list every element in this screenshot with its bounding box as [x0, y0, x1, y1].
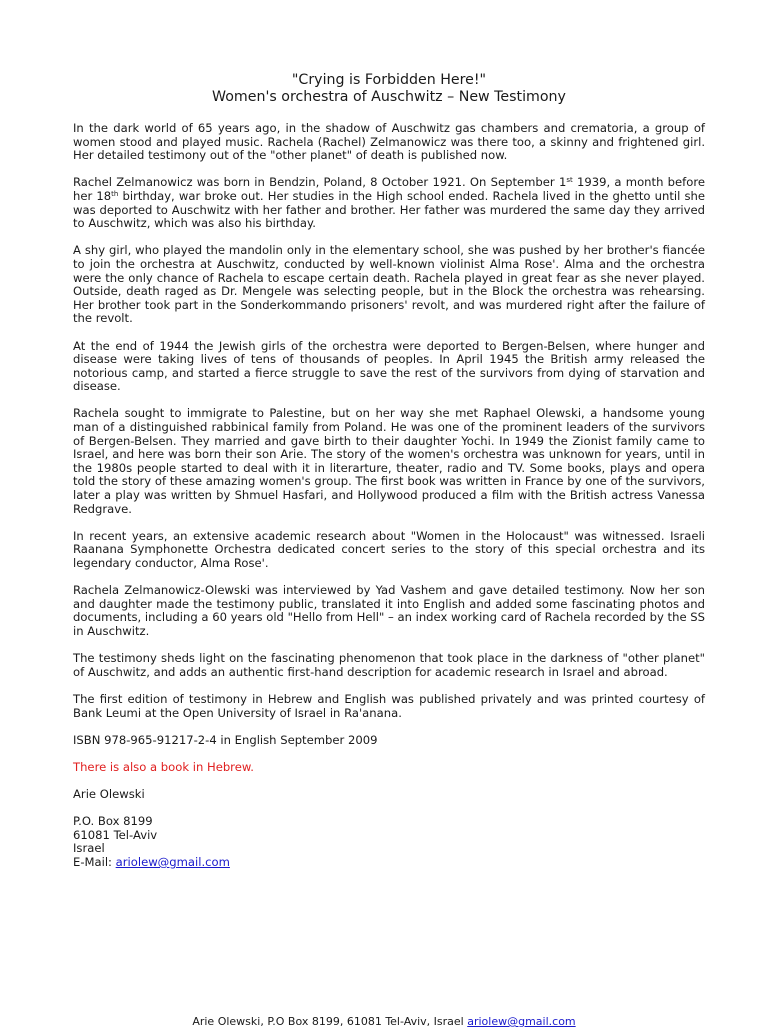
paragraph-first-edition: The first edition of testimony in Hebrew and English was published privately and was printed courtesy of Bank Leumi at the Open University of Israel in Ra'anana. — [73, 691, 705, 720]
paragraph-orchestra: A shy girl, who played the mandolin only in the elementary school, she was pushed by her brother's fiancée to join the orchestra at Auschwitz, conducted by well-known violinist Alma Rose'. Alma and the orchestra were the only chance of Rachela to escape certain death. Rachela played in great fear as she never played. Outside, death raged as Dr. Mengele was selecting people, but in the Block the orchestra was rehearsing. Her brother took part in the Sonderkommando prisoners' revolt, and was murdered right after the failure of the revolt. — [73, 243, 705, 326]
address-email-line — [73, 856, 705, 870]
address-city: 61081 Tel-Aviv — [73, 827, 158, 842]
document-page — [73, 72, 705, 883]
address-country: Israel — [73, 841, 105, 856]
superscript-st: st — [566, 176, 573, 185]
document-title — [73, 72, 705, 106]
title-line-1: "Crying is Forbidden Here!" — [291, 72, 487, 88]
paragraph-testimony: Rachela Zelmanowicz-Olewski was interviewed by Yad Vashem and gave detailed testimony. Now her son and daughter made the testimony public, translated it into English and added some fascinating photos and documents, including a 60 years old "Hello from Hell" – an index working card of Rachela recorded by the SS in Auschwitz. — [73, 583, 705, 638]
address-po-box: P.O. Box 8199 — [73, 814, 153, 829]
email-link[interactable]: ariolew@gmail.com — [115, 855, 230, 870]
footer-text: Arie Olewski, P.O Box 8199, 61081 Tel-Aviv, Israel — [192, 1015, 468, 1028]
author-name: Arie Olewski — [73, 787, 145, 802]
paragraph-research: In recent years, an extensive academic research about "Women in the Holocaust" was witnessed. Israeli Raanana Symphonette Orchestra dedicated concert series to the story of this special orchestra and its legendary conductor, Alma Rose'. — [73, 528, 705, 570]
page-footer — [0, 1015, 768, 1028]
paragraph-intro: In the dark world of 65 years ago, in the shadow of Auschwitz gas chambers and crematoria, a group of women stood and played music. Rachela (Rachel) Zelmanowicz was there too, a skinny and frightened girl. Her detailed testimony out of the "other planet" of death is published now. — [73, 121, 705, 163]
paragraph-immigration: Rachela sought to immigrate to Palestine, but on her way she met Raphael Olewski, a handsome young man of a distinguished rabbinical family from Poland. He was one of the prominent leaders of the survivors of Bergen-Belsen. They married and gave birth to their daughter Yochi. In 1949 the Zionist family came to Israel, and here was born their son Arie. The story of the women's orchestra was unknown for years, until in the 1980s people started to deal with it in literarture, theater, radio and TV. Some books, plays and opera told the story of these amazing women's group. The first book was written in France by one of the survivors, later a play was written by Shmuel Hasfari, and Hollywood produced a film with the British actress Vanessa Redgrave. — [73, 406, 705, 516]
footer-email-link[interactable]: ariolew@gmail.com — [467, 1015, 576, 1028]
paragraph-phenomenon: The testimony sheds light on the fascinating phenomenon that took place in the darkness of "other planet" of Auschwitz, and adds an authentic first-hand description for academic research in Israel and abroad. — [73, 651, 705, 679]
title-line-2: Women's orchestra of Auschwitz – New Testimony — [212, 89, 566, 105]
superscript-th: th — [111, 189, 119, 198]
paragraph-birth-text-a: Rachel Zelmanowicz was born in Bendzin, Poland, 8 October 1921. On September 1 — [73, 175, 567, 190]
paragraph-bergen-belsen: At the end of 1944 the Jewish girls of the orchestra were deported to Bergen-Belsen, where hunger and disease were taking lives of tens of thousands of peoples. In April 1945 the British army released the notorious camp, and started a fierce struggle to save the rest of the survivors from dying of starvation and disease. — [73, 338, 705, 394]
paragraph-birth — [73, 176, 705, 230]
isbn-line: ISBN 978-965-91217-2-4 in English September 2009 — [73, 732, 378, 747]
paragraph-birth-text-b: 1939, a month before her 18 — [73, 175, 705, 203]
email-label: E-Mail: — [73, 855, 116, 870]
address-block — [73, 815, 705, 869]
hebrew-book-note: There is also a book in Hebrew. — [73, 759, 254, 774]
paragraph-birth-text-c: birthday, war broke out. Her studies in the High school ended. Rachela lived in the ghetto until she was deported to Auschwitz with her father and brother. Her father was murdered the same day they arrived to Auschwitz, which was also his birthday. — [73, 188, 706, 231]
